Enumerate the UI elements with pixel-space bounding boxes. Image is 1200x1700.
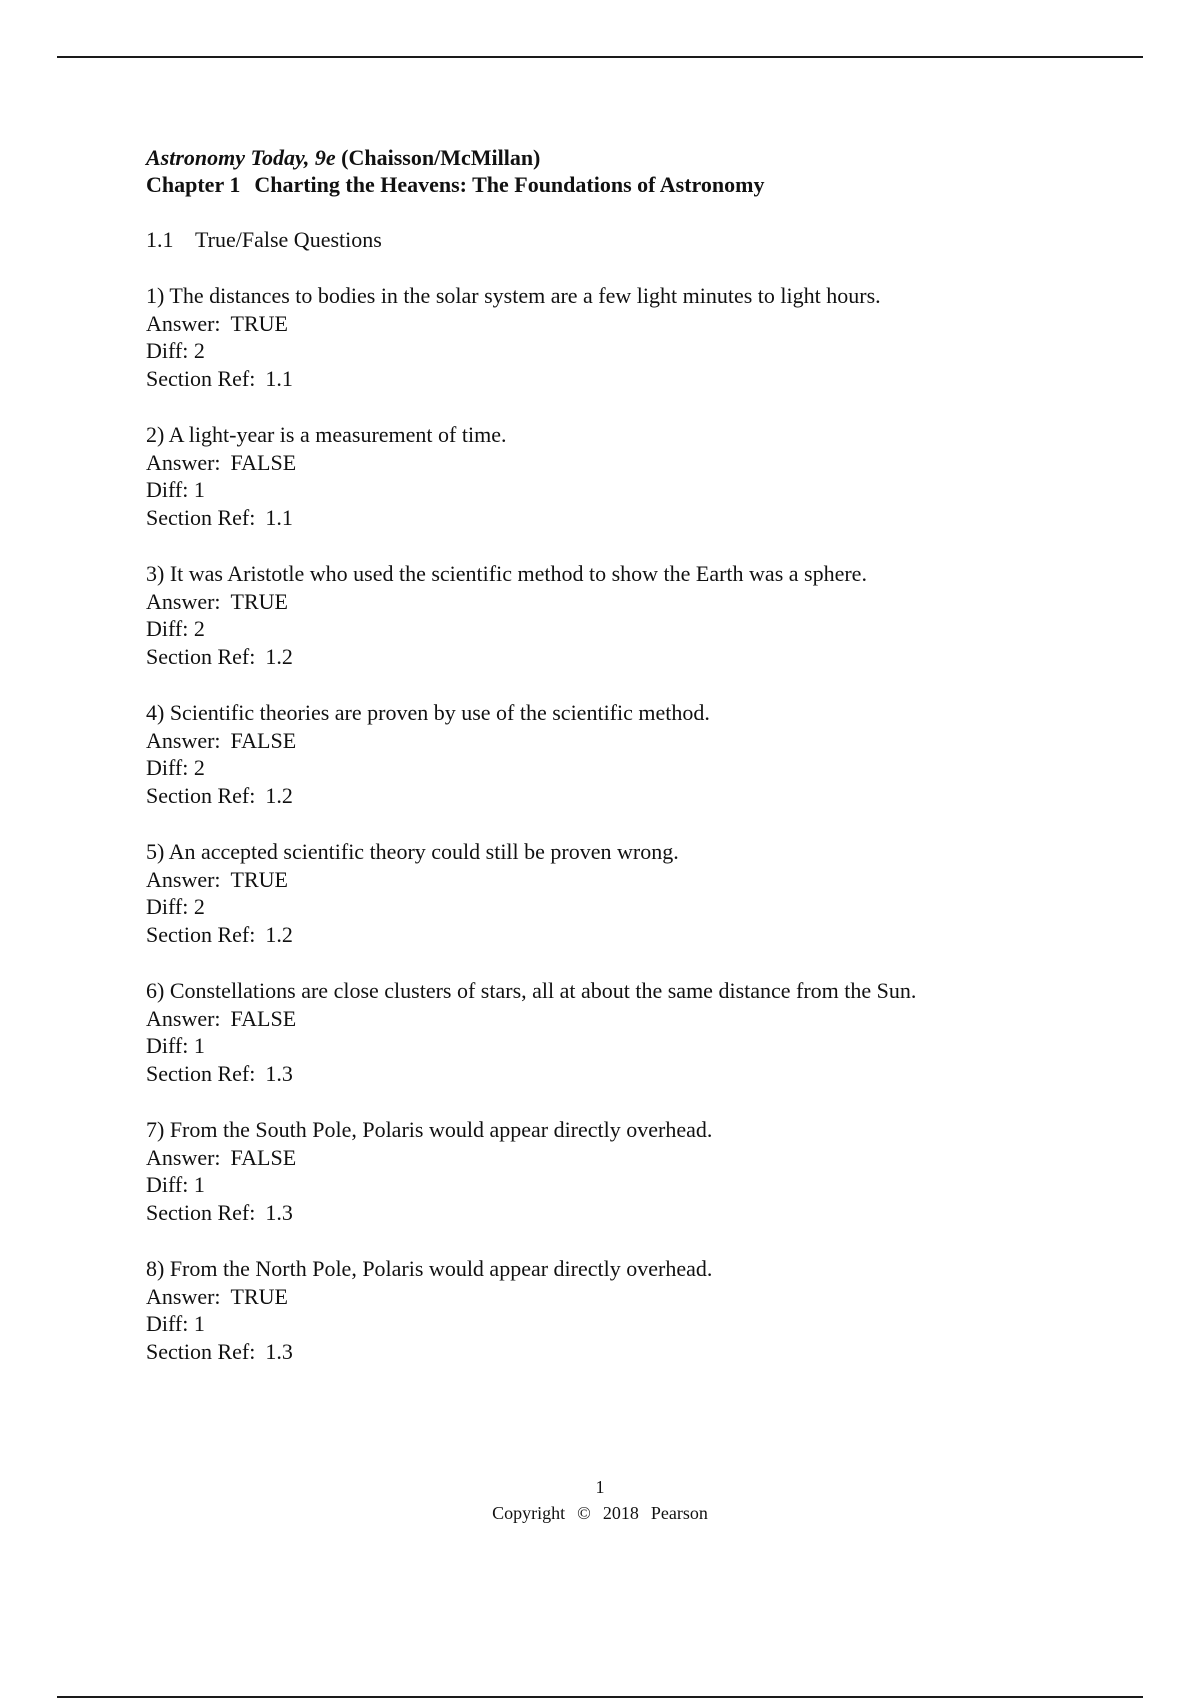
section-title: True/False Questions (195, 227, 382, 252)
question-item (146, 699, 1106, 809)
chapter-title: Charting the Heavens: The Foundations of Astronomy (254, 172, 765, 197)
copyright-symbol: © (577, 1503, 591, 1523)
diff-label: Diff: (146, 338, 189, 363)
answer-line (146, 1144, 1106, 1172)
top-rule (57, 56, 1143, 58)
section-ref-line (146, 365, 1106, 393)
copyright-line (0, 1500, 1200, 1526)
diff-label: Diff: (146, 1311, 189, 1336)
diff-label: Diff: (146, 894, 189, 919)
section-ref-line (146, 921, 1106, 949)
answer-value: FALSE (230, 1005, 297, 1031)
section-ref-value: 1.3 (265, 1199, 293, 1225)
question-text: 2) A light-year is a measurement of time. (146, 422, 507, 447)
answer-line (146, 727, 1106, 755)
diff-value: 2 (193, 894, 205, 919)
diff-line (146, 337, 1106, 365)
diff-label: Diff: (146, 616, 189, 641)
diff-value: 2 (193, 616, 205, 641)
copyright-publisher: Pearson (650, 1503, 708, 1523)
section-ref-line (146, 1199, 1106, 1227)
answer-value: FALSE (230, 449, 297, 475)
section-ref-line (146, 1060, 1106, 1088)
section-ref-label: Section Ref: (146, 1199, 256, 1225)
answer-value: TRUE (230, 310, 288, 336)
section-ref-line (146, 782, 1106, 810)
answer-value: FALSE (230, 1144, 297, 1170)
section-ref-label: Section Ref: (146, 365, 256, 391)
bottom-rule (57, 1696, 1143, 1698)
answer-value: TRUE (230, 588, 288, 614)
question-item (146, 282, 1106, 392)
section-ref-value: 1.2 (265, 921, 293, 947)
section-ref-value: 1.2 (265, 643, 293, 669)
answer-label: Answer: (146, 727, 221, 753)
book-title-line (146, 144, 1106, 171)
question-item (146, 977, 1106, 1087)
section-ref-line (146, 643, 1106, 671)
chapter-label: Chapter 1 (146, 172, 241, 197)
question-list (146, 282, 1106, 1365)
section-ref-label: Section Ref: (146, 1338, 256, 1364)
section-ref-value: 1.1 (265, 504, 293, 530)
section-ref-label: Section Ref: (146, 782, 256, 808)
section-ref-value: 1.2 (265, 782, 293, 808)
section-ref-value: 1.1 (265, 365, 293, 391)
section-ref-label: Section Ref: (146, 504, 256, 530)
diff-value: 1 (193, 1311, 205, 1336)
document-page (146, 144, 1106, 1394)
diff-label: Diff: (146, 477, 189, 502)
answer-line (146, 449, 1106, 477)
question-item (146, 1116, 1106, 1226)
section-number: 1.1 (146, 227, 174, 252)
diff-label: Diff: (146, 1033, 189, 1058)
answer-line (146, 866, 1106, 894)
question-text: 5) An accepted scientific theory could still be proven wrong. (146, 839, 679, 864)
question-item (146, 1255, 1106, 1365)
answer-label: Answer: (146, 1283, 221, 1309)
copyright-year: 2018 (602, 1503, 639, 1523)
answer-line (146, 1005, 1106, 1033)
diff-line (146, 1032, 1106, 1060)
section-ref-label: Section Ref: (146, 643, 256, 669)
question-text: 7) From the South Pole, Polaris would appear directly overhead. (146, 1117, 713, 1142)
section-ref-value: 1.3 (265, 1338, 293, 1364)
diff-line (146, 476, 1106, 504)
question-item (146, 560, 1106, 670)
diff-line (146, 1171, 1106, 1199)
section-ref-label: Section Ref: (146, 1060, 256, 1086)
answer-label: Answer: (146, 1144, 221, 1170)
answer-value: TRUE (230, 866, 288, 892)
answer-label: Answer: (146, 866, 221, 892)
diff-label: Diff: (146, 1172, 189, 1197)
diff-value: 1 (193, 1172, 205, 1197)
book-authors: (Chaisson/McMillan) (341, 145, 541, 170)
diff-value: 2 (193, 755, 205, 780)
answer-label: Answer: (146, 1005, 221, 1031)
book-title: Astronomy Today, 9e (146, 145, 336, 170)
diff-value: 1 (193, 477, 205, 502)
question-text: 4) Scientific theories are proven by use of the scientific method. (146, 700, 710, 725)
diff-label: Diff: (146, 755, 189, 780)
section-ref-label: Section Ref: (146, 921, 256, 947)
answer-label: Answer: (146, 449, 221, 475)
answer-line (146, 588, 1106, 616)
diff-line (146, 754, 1106, 782)
page-number: 1 (595, 1477, 605, 1497)
answer-value: TRUE (230, 1283, 288, 1309)
answer-line (146, 1283, 1106, 1311)
answer-value: FALSE (230, 727, 297, 753)
question-item (146, 838, 1106, 948)
copyright-word: Copyright (492, 1503, 566, 1523)
chapter-title-line (146, 171, 1106, 198)
diff-value: 2 (193, 338, 205, 363)
diff-line (146, 893, 1106, 921)
question-text: 8) From the North Pole, Polaris would appear directly overhead. (146, 1256, 713, 1281)
diff-line (146, 615, 1106, 643)
diff-line (146, 1310, 1106, 1338)
section-ref-value: 1.3 (265, 1060, 293, 1086)
question-text: 6) Constellations are close clusters of stars, all at about the same distance from the Sun. (146, 978, 917, 1003)
question-text: 3) It was Aristotle who used the scientific method to show the Earth was a sphere. (146, 561, 867, 586)
answer-line (146, 310, 1106, 338)
section-heading (146, 226, 1106, 253)
diff-value: 1 (193, 1033, 205, 1058)
answer-label: Answer: (146, 310, 221, 336)
question-text: 1) The distances to bodies in the solar system are a few light minutes to light hours. (146, 283, 881, 308)
section-ref-line (146, 504, 1106, 532)
answer-label: Answer: (146, 588, 221, 614)
page-footer (0, 1474, 1200, 1526)
question-item (146, 421, 1106, 531)
section-ref-line (146, 1338, 1106, 1366)
